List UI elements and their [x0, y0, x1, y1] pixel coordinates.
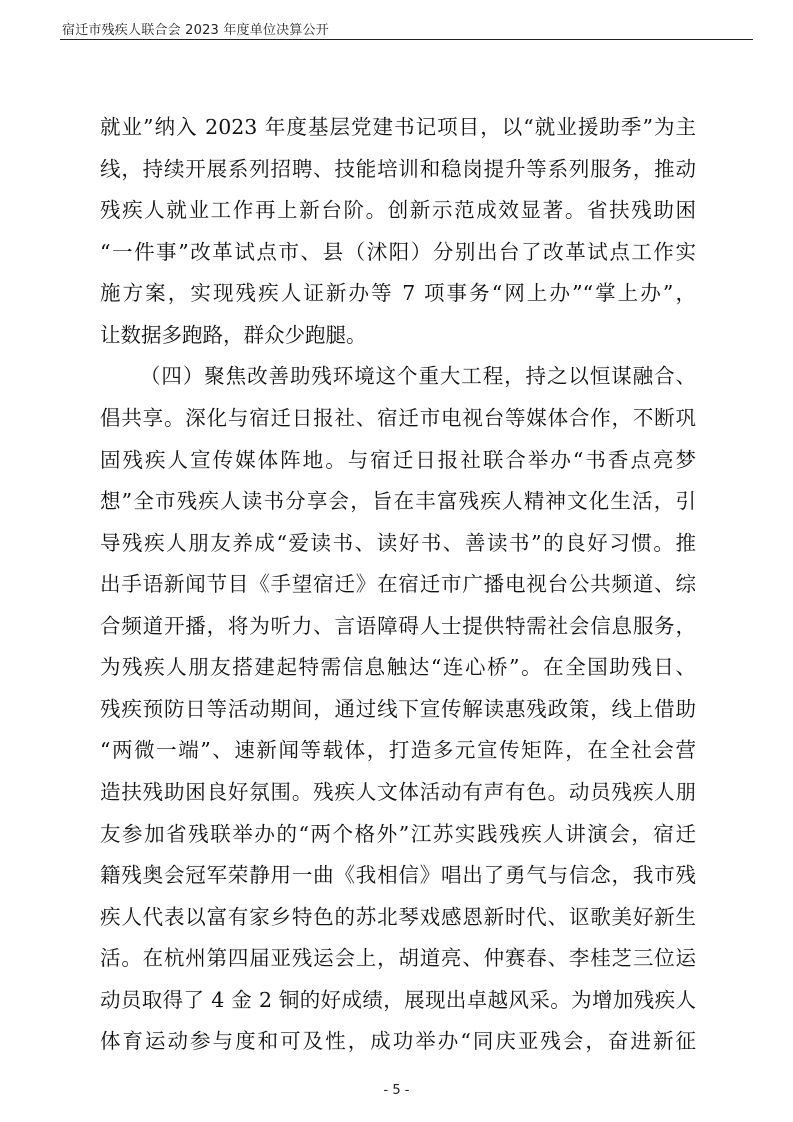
- paragraph-2-line-16: 动员取得了 4 金 2 铜的好成绩，展现出卓越风采。为增加残疾人: [100, 987, 696, 1012]
- paragraph-1-line-2: 线，持续开展系列招聘、技能培训和稳岗提升等系列服务，推动: [100, 156, 696, 181]
- paragraph-1-line-3: 残疾人就业工作再上新台阶。创新示范成效显著。省扶残助困: [100, 198, 696, 223]
- paragraph-2-line-3: 固残疾人宣传媒体阵地。与宿迁日报社联合举办“书香点亮梦: [100, 447, 696, 472]
- paragraph-2-line-6: 出手语新闻节目《手望宿迁》在宿迁市广播电视台公共频道、综: [100, 572, 696, 597]
- paragraph-2-line-13: 籍残奥会冠军荣静用一曲《我相信》唱出了勇气与信念，我市残: [100, 863, 696, 888]
- paragraph-1-line-4: “一件事”改革试点市、县（沭阳）分别出台了改革试点工作实: [100, 239, 696, 264]
- paragraph-1-line-1: 就业”纳入 2023 年度基层党建书记项目，以“就业援助季”为主: [100, 115, 696, 139]
- paragraph-2-line-11: 造扶残助困良好氛围。残疾人文体活动有声有色。动员残疾人朋: [100, 780, 696, 805]
- paragraph-2-line-17: 体育运动参与度和可及性，成功举办“同庆亚残会，奋进新征: [100, 1029, 696, 1054]
- paragraph-2-line-10: “两微一端”、速新闻等载体，打造多元宣传矩阵，在全社会营: [100, 738, 696, 763]
- paragraph-1-line-6: 让数据多跑路，群众少跑腿。: [100, 322, 367, 347]
- paragraph-2-line-1: （四）聚焦改善助残环境这个重大工程，持之以恒谋融合、: [140, 364, 696, 389]
- paragraph-2-line-15: 活。在杭州第四届亚残运会上，胡道亮、仲赛春、李桂芝三位运: [100, 946, 696, 971]
- paragraph-2-line-12: 友参加省残联举办的“两个格外”江苏实践残疾人讲演会，宿迁: [100, 821, 696, 846]
- paragraph-2-line-2: 倡共享。深化与宿迁日报社、宿迁市电视台等媒体合作，不断巩: [100, 405, 696, 430]
- paragraph-2-line-5: 导残疾人朋友养成“爱读书、读好书、善读书”的良好习惯。推: [100, 530, 696, 555]
- paragraph-2-line-8: 为残疾人朋友搭建起特需信息触达“连心桥”。在全国助残日、: [100, 655, 696, 680]
- paragraph-1-line-5: 施方案，实现残疾人证新办等 7 项事务“网上办”“掌上办”，: [100, 281, 696, 306]
- paragraph-2-line-4: 想”全市残疾人读书分享会，旨在丰富残疾人精神文化生活，引: [100, 489, 696, 514]
- paragraph-2-line-9: 残疾预防日等活动期间，通过线下宣传解读惠残政策，线上借助: [100, 696, 696, 721]
- page-number: - 5 -: [383, 1083, 410, 1098]
- paragraph-2-line-7: 合频道开播，将为听力、言语障碍人士提供特需社会信息服务，: [100, 613, 696, 638]
- header-title: 宿迁市残疾人联合会 2023 年度单位决算公开: [62, 23, 329, 38]
- paragraph-2-line-14: 疾人代表以富有家乡特色的苏北琴戏感恩新时代、讴歌美好新生: [100, 904, 696, 929]
